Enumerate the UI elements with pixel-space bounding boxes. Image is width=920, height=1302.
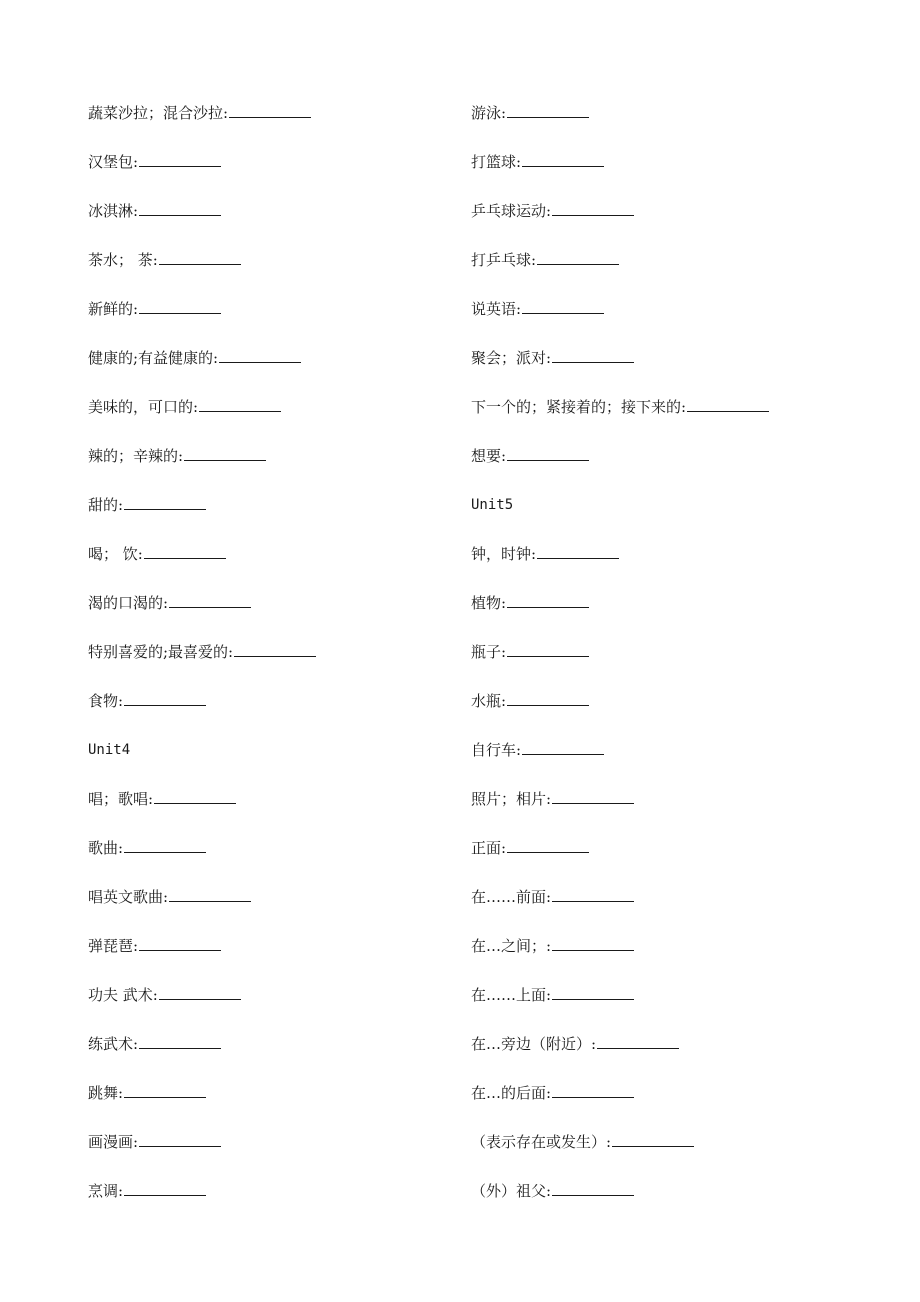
vocab-label: 在…的后面:	[471, 1084, 552, 1102]
answer-blank	[199, 395, 281, 412]
answer-blank	[522, 297, 604, 314]
vocab-label: 瓶子:	[471, 643, 507, 661]
vocab-item	[88, 833, 316, 882]
vocab-item	[88, 490, 316, 539]
unit-heading	[88, 735, 316, 784]
vocab-label: 弹琵琶:	[88, 937, 139, 955]
vocab-label: 照片；相片:	[471, 790, 552, 808]
vocab-item	[88, 882, 316, 931]
vocab-item	[88, 539, 316, 588]
vocab-item	[471, 1176, 769, 1225]
answer-blank	[537, 248, 619, 265]
vocab-label: 在……上面:	[471, 986, 552, 1004]
vocab-item	[471, 784, 769, 833]
vocab-label: （外）祖父:	[471, 1182, 552, 1200]
unit-heading	[471, 490, 769, 539]
answer-blank	[154, 787, 236, 804]
answer-blank	[507, 836, 589, 853]
vocab-label: 植物:	[471, 594, 507, 612]
vocab-item	[471, 539, 769, 588]
vocab-label: 跳舞:	[88, 1084, 124, 1102]
vocab-label: 歌曲:	[88, 839, 124, 857]
unit-title: Unit4	[88, 742, 131, 758]
answer-blank	[552, 934, 634, 951]
vocab-label: 新鲜的:	[88, 300, 139, 318]
answer-blank	[159, 248, 241, 265]
answer-blank	[144, 542, 226, 559]
vocab-item	[88, 343, 316, 392]
vocab-label: （表示存在或发生）:	[471, 1133, 612, 1151]
vocab-label: 特别喜爱的;最喜爱的:	[88, 643, 234, 661]
vocab-item	[471, 1127, 769, 1176]
vocab-item	[88, 686, 316, 735]
answer-blank	[169, 591, 251, 608]
answer-blank	[139, 1032, 221, 1049]
answer-blank	[139, 150, 221, 167]
answer-blank	[537, 542, 619, 559]
vocab-item	[471, 637, 769, 686]
vocab-item	[471, 392, 769, 441]
vocab-label: 打乒乓球:	[471, 251, 537, 269]
vocab-label: 美味的，可口的:	[88, 398, 199, 416]
right-column	[471, 98, 769, 1225]
answer-blank	[124, 493, 206, 510]
vocab-label: 乒乓球运动:	[471, 202, 552, 220]
vocab-label: 唱；歌唱:	[88, 790, 154, 808]
vocab-label: 打篮球:	[471, 153, 522, 171]
answer-blank	[139, 1130, 221, 1147]
answer-blank	[552, 199, 634, 216]
answer-blank	[234, 640, 316, 657]
answer-blank	[612, 1130, 694, 1147]
vocab-label: 画漫画:	[88, 1133, 139, 1151]
vocab-label: 自行车:	[471, 741, 522, 759]
answer-blank	[507, 689, 589, 706]
vocab-item	[471, 343, 769, 392]
answer-blank	[552, 885, 634, 902]
vocab-item	[88, 588, 316, 637]
answer-blank	[139, 297, 221, 314]
answer-blank	[229, 101, 311, 118]
answer-blank	[507, 591, 589, 608]
vocab-label: 食物:	[88, 692, 124, 710]
vocab-item	[88, 980, 316, 1029]
vocab-item	[471, 441, 769, 490]
vocab-label: 辣的；辛辣的:	[88, 447, 184, 465]
answer-blank	[139, 934, 221, 951]
vocab-item	[471, 833, 769, 882]
vocab-label: 正面:	[471, 839, 507, 857]
vocab-label: 游泳:	[471, 104, 507, 122]
answer-blank	[124, 1081, 206, 1098]
answer-blank	[522, 150, 604, 167]
vocab-label: 蔬菜沙拉；混合沙拉:	[88, 104, 229, 122]
vocab-label: 汉堡包:	[88, 153, 139, 171]
vocab-item	[471, 196, 769, 245]
vocab-item	[88, 637, 316, 686]
answer-blank	[124, 689, 206, 706]
vocab-item	[88, 245, 316, 294]
vocab-item	[88, 98, 316, 147]
vocab-item	[471, 1078, 769, 1127]
vocab-label: 练武术:	[88, 1035, 139, 1053]
vocab-label: 烹调:	[88, 1182, 124, 1200]
answer-blank	[184, 444, 266, 461]
vocab-label: 茶水； 茶:	[88, 251, 158, 269]
vocab-item	[88, 1127, 316, 1176]
answer-blank	[552, 346, 634, 363]
vocab-label: 冰淇淋:	[88, 202, 139, 220]
left-column	[88, 98, 316, 1225]
answer-blank	[219, 346, 301, 363]
vocab-item	[88, 294, 316, 343]
vocab-label: 渴的口渴的:	[88, 594, 169, 612]
vocab-label: 在……前面:	[471, 888, 552, 906]
answer-blank	[552, 1179, 634, 1196]
answer-blank	[507, 444, 589, 461]
vocab-item	[471, 588, 769, 637]
vocab-label: 在…旁边（附近）:	[471, 1035, 597, 1053]
vocab-label: 甜的:	[88, 496, 124, 514]
vocab-label: 水瓶:	[471, 692, 507, 710]
vocab-item	[471, 147, 769, 196]
vocab-item	[471, 980, 769, 1029]
answer-blank	[169, 885, 251, 902]
vocab-item	[471, 882, 769, 931]
vocab-label: 想要:	[471, 447, 507, 465]
vocab-item	[88, 784, 316, 833]
vocab-item	[88, 147, 316, 196]
answer-blank	[552, 1081, 634, 1098]
vocab-item	[471, 245, 769, 294]
vocab-item	[88, 1029, 316, 1078]
vocab-item	[88, 441, 316, 490]
vocab-label: 喝； 饮:	[88, 545, 143, 563]
vocab-label: 聚会；派对:	[471, 349, 552, 367]
vocab-label: 功夫 武术:	[88, 986, 158, 1004]
vocab-item	[471, 98, 769, 147]
vocab-label: 在…之间；:	[471, 937, 552, 955]
vocab-item	[88, 196, 316, 245]
vocab-label: 唱英文歌曲:	[88, 888, 169, 906]
vocab-label: 下一个的；紧接着的；接下来的:	[471, 398, 687, 416]
vocab-item	[471, 686, 769, 735]
answer-blank	[687, 395, 769, 412]
answer-blank	[507, 101, 589, 118]
vocab-item	[88, 931, 316, 980]
vocab-item	[471, 735, 769, 784]
answer-blank	[552, 983, 634, 1000]
answer-blank	[522, 738, 604, 755]
answer-blank	[597, 1032, 679, 1049]
vocab-item	[88, 392, 316, 441]
answer-blank	[552, 787, 634, 804]
vocab-item	[471, 294, 769, 343]
vocab-item	[471, 931, 769, 980]
answer-blank	[139, 199, 221, 216]
answer-blank	[124, 1179, 206, 1196]
vocab-item	[88, 1078, 316, 1127]
vocab-label: 钟，时钟:	[471, 545, 537, 563]
answer-blank	[159, 983, 241, 1000]
vocab-label: 健康的;有益健康的:	[88, 349, 219, 367]
vocab-label: 说英语:	[471, 300, 522, 318]
vocab-item	[88, 1176, 316, 1225]
vocab-item	[471, 1029, 769, 1078]
answer-blank	[124, 836, 206, 853]
answer-blank	[507, 640, 589, 657]
unit-title: Unit5	[471, 497, 514, 513]
